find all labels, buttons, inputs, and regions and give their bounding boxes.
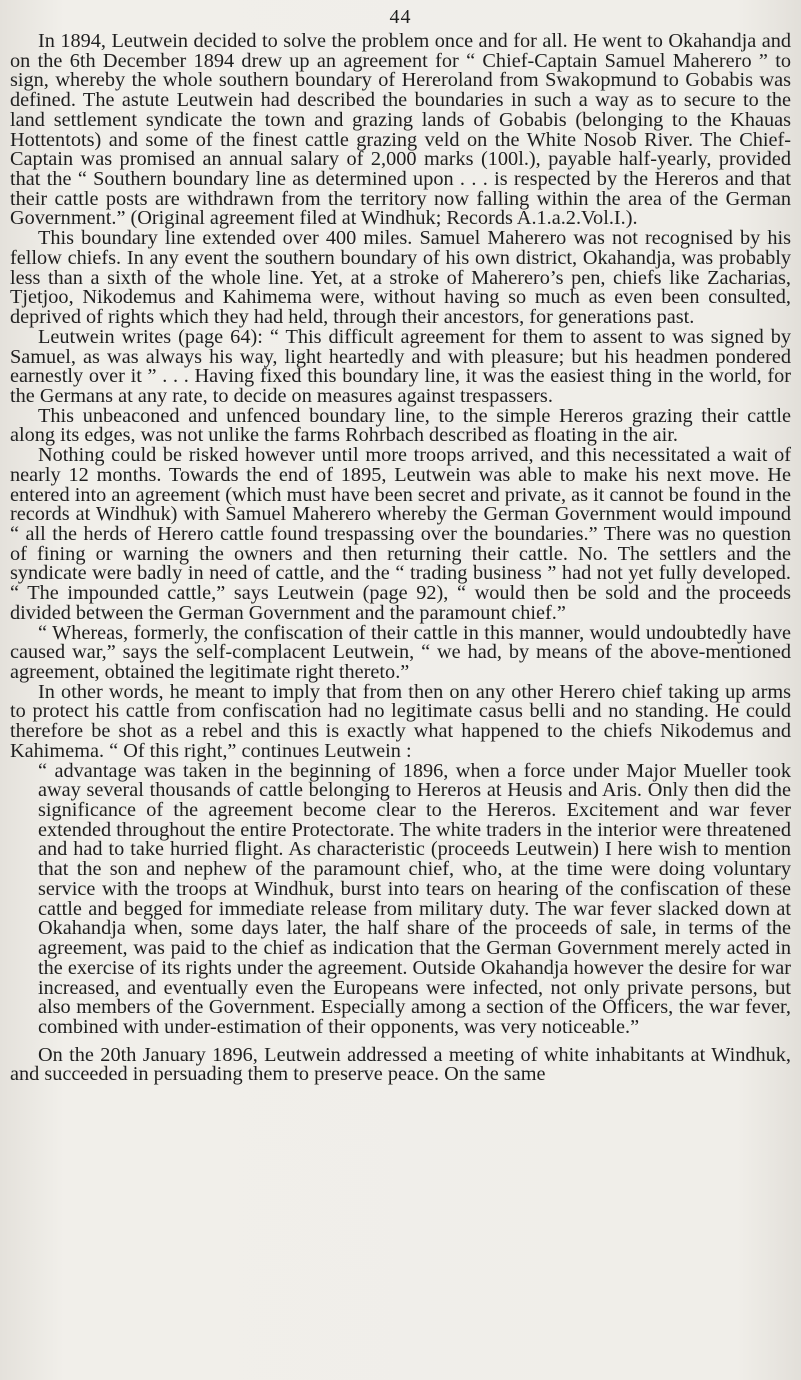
paragraph-6: “ Whereas, formerly, the confiscation of their cattle in this manner, would undoubtedly have caused war,” says the self-complacent Leutwein, “ we had, by means of the above-mentioned agreement, obtained the legitimate right thereto.” [10,621,791,683]
paragraph-5: Nothing could be risked however until more troops arrived, and this necessitated a wait of nearly 12 months. Towards the end of 1895, Leutwein was able to make his next move. He entered into an agreement (which must have been secret and private, as it cannot be found in the records at Windhuk) with Samuel Maherero whereby the German Government would impound “ all the herds of Herero cattle found trespassing over the boundaries.” There was no question of fining or warning the owners and then returning their cattle. No. The settlers and the syndicate were badly in need of cattle, and the “ trading business ” had not yet fully developed. “ The impounded cattle,” says Leutwein (page 92), “ would then be sold and the proceeds divided between the German Government and the paramount chief.” [10,444,791,624]
paragraph-9: On the 20th January 1896, Leutwein addressed a meeting of white inhabitants at Windhuk, and succeeded in persuading them to preserve peace. On the same [10,1043,791,1086]
body-text [10,32,791,1085]
paragraph-4: This unbeaconed and unfenced boundary line, to the simple Hereros grazing their cattle along its edges, was not unlike the farms Rohrbach described as floating in the air. [10,404,791,447]
paragraph-1: In 1894, Leutwein decided to solve the problem once and for all. He went to Okahandja and on the 6th December 1894 drew up an agreement for “ Chief-Captain Samuel Maherero ” to sign, whereby the whole southern boundary of Hereroland from Swakopmund to Gobabis was defined. The astute Leutwein had described the boundaries in such a way as to secure to the land settlement syndicate the town and grazing lands of Gobabis (belonging to the Khauas Hottentots) and some of the finest cattle grazing veld on the White Nosob River. The Chief-Captain was promised an annual salary of 2,000 marks (100l.), payable half-yearly, provided that the “ Southern boundary line as determined upon . . . is respected by the Hereros and that their cattle posts are withdrawn from the territory now falling within the area of the German Government.” (Original agreement filed at Windhuk; Records A.1.a.2.Vol.I.). [10,30,791,230]
paragraph-2: This boundary line extended over 400 miles. Samuel Maherero was not recognised by his fellow chiefs. In any event the southern boundary of his own district, Okahandja, was probably less than a sixth of the whole line. Yet, at a stroke of Maherero’s pen, chiefs like Zacharias, Tjetjoo, Nikodemus and Kahimema were, without having so much as even been consulted, deprived of rights which they had held, through their ancestors, for generations past. [10,227,791,329]
page-number: 44 [389,6,412,28]
paragraph-3: Leutwein writes (page 64): “ This difficult agreement for them to assent to was signed by Samuel, as was always his way, light heartedly and with pleasure; but his headmen pondered earnestly over it ” . . . Having fixed this boundary line, it was the easiest thing in the world, for the Germans at any rate, to decide on measures against trespassers. [10,325,791,407]
block-quote: “ advantage was taken in the beginning of 1896, when a force under Major Mueller took away several thousands of cattle belonging to Hereros at Heusis and Aris. Only then did the significance of the agreement become clear to the Hereros. Excitement and war fever extended throughout the entire Protectorate. The white traders in the interior were threatened and had to take hurried flight. As characteristic (proceeds Leutwein) I here wish to mention that the son and nephew of the paramount chief, who, at the time were doing voluntary service with the troops at Windhuk, burst into tears on hearing of the confiscation of these cattle and begged for immediate release from military duty. The war fever slacked down at Okahandja when, some days later, the half share of the proceeds of sale, in terms of the agreement, was paid to the chief as indication that the German Government merely acted in the exercise of its rights under the agreement. Outside Okahandja however the desire for war increased, and eventually even the Europeans were infected, not only private persons, but also members of the Government. Especially among a section of the Officers, the war fever, combined with under-estimation of their opponents, was very noticeable.” [38,759,791,1038]
paragraph-7: In other words, he meant to imply that from then on any other Herero chief taking up arms to protect his cattle from confiscation had no legitimate casus belli and no standing. He could therefore be shot as a rebel and this is exactly what happened to the chiefs Nikodemus and Kahimema. “ Of this right,” continues Leutwein : [10,680,791,762]
